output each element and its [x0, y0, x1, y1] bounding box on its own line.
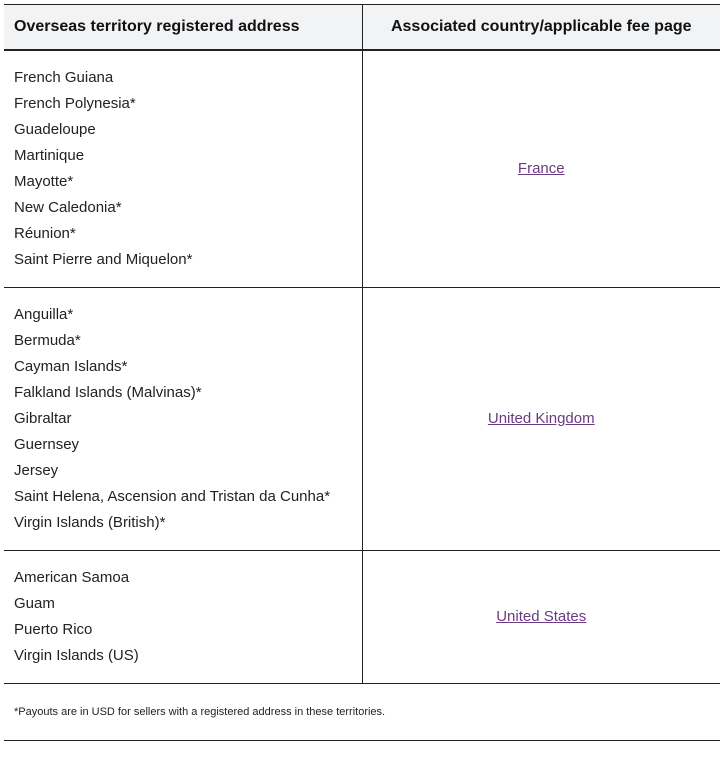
list-item: Mayotte*: [14, 173, 74, 190]
footnote: [4, 684, 720, 741]
country-cell: [362, 50, 720, 288]
list-item: Saint Helena, Ascension and Tristan da Cunha*: [14, 488, 331, 505]
list-item: Martinique: [14, 147, 85, 164]
table-row-united-kingdom: [4, 288, 720, 551]
table-row-france: [4, 50, 720, 288]
list-item: Gibraltar: [14, 410, 72, 427]
country-cell: [362, 551, 720, 684]
list-item: French Guiana: [14, 69, 114, 86]
list-item: Jersey: [14, 462, 59, 479]
table-row-united-states: [4, 551, 720, 684]
table-header-row: [4, 5, 720, 51]
list-item: Réunion*: [14, 225, 76, 242]
territory-list: [4, 551, 362, 683]
header-territory: Overseas territory registered address: [4, 5, 362, 51]
country-cell: [362, 288, 720, 551]
list-item: American Samoa: [14, 569, 130, 586]
list-item: Virgin Islands (British)*: [14, 514, 166, 531]
united-states-fee-link[interactable]: United States: [496, 608, 587, 625]
list-item: Guadeloupe: [14, 121, 96, 138]
france-fee-link[interactable]: France: [517, 160, 565, 177]
territory-list-cell: [4, 551, 362, 684]
list-item: Guam: [14, 595, 55, 612]
fee-table-container: [4, 4, 720, 741]
list-item: Cayman Islands*: [14, 358, 128, 375]
list-item: Virgin Islands (US): [14, 647, 139, 664]
header-country: Associated country/applicable fee page: [362, 5, 720, 51]
list-item: Guernsey: [14, 436, 80, 453]
territory-list-cell: [4, 50, 362, 288]
list-item: Bermuda*: [14, 332, 81, 349]
list-item: New Caledonia*: [14, 199, 122, 216]
list-item: Saint Pierre and Miquelon*: [14, 251, 193, 268]
territory-list: [4, 288, 362, 550]
united-kingdom-fee-link[interactable]: United Kingdom: [487, 410, 595, 427]
territory-list-cell: [4, 288, 362, 551]
territory-list: [4, 51, 362, 287]
list-item: French Polynesia*: [14, 95, 136, 112]
list-item: Anguilla*: [14, 306, 74, 323]
footnote-text: *Payouts are in USD for sellers with a registered address in these territories.: [14, 706, 386, 718]
list-item: Puerto Rico: [14, 621, 93, 638]
territory-fee-table: [4, 4, 720, 684]
list-item: Falkland Islands (Malvinas)*: [14, 384, 202, 401]
